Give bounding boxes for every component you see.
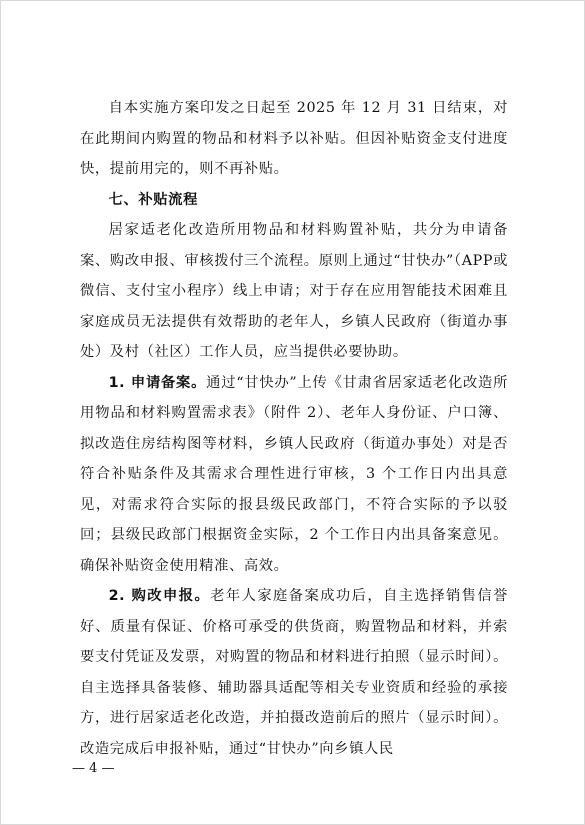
document-body — [80, 93, 508, 764]
paragraph-process-overview: 居家适老化改造所用物品和材料购置补贴，共分为申请备案、购改申报、审核拨付三个流程。原则上通过“甘快办”（APP或微信、支付宝小程序）线上申请；对于存在应用智能技术困难且家庭成员无法提供有效帮助的老年人，乡镇人民政府（街道办事处）及村（社区）工作人员，应当提供必要协助。 — [80, 222, 508, 360]
paragraph-purchase-declaration-text: 老年人家庭备案成功后，自主选择销售信誉好、质量有保证、价格可承受的供货商，购置物品和材料，并索要支付凭证及发票，对购置的物品和材料进行拍照（显示时间）。自主选择具备装修、辅助器具适配等相关专业资质和经验的承接方，进行居家适老化改造，并拍摄改造前后的照片（显示时间）。改造完成后申报补贴，通过“甘快办”向乡镇人民 — [80, 588, 508, 757]
subheading-application-filing: 1. 申请备案。 — [108, 374, 207, 391]
paragraph-application-filing-text: 通过“甘快办”上传《甘肃省居家适老化改造所用物品和材料购置需求表》（附件 2）、老年人身份证、户口簿、拟改造住房结构图等材料，乡镇人民政府（街道办事处）对是否符合补贴条件及其需求合理性进行审核，3 个工作日内出具意见，对需求符合实际的报县级民政部门，不符合实际的予以驳回；县级民政部门根据资金实际，2 个工作日内出具备案意见。确保补贴资金使用精准、高效。 — [80, 374, 509, 574]
paragraph-purchase-declaration — [80, 581, 508, 764]
subheading-purchase-declaration: 2. 购改申报。 — [108, 588, 211, 604]
page-number: — 4 — — [72, 761, 115, 776]
section-heading-subsidy-process: 七、补贴流程 — [108, 191, 198, 208]
paragraph-subsidy-period: 自本实施方案印发之日起至 2025 年 12 月 31 日结束，对在此期间内购置的物品和材料予以补贴。但因补贴资金支付进度快，提前用完的，则不再补贴。 — [80, 100, 508, 177]
paragraph-application-filing — [80, 368, 508, 582]
